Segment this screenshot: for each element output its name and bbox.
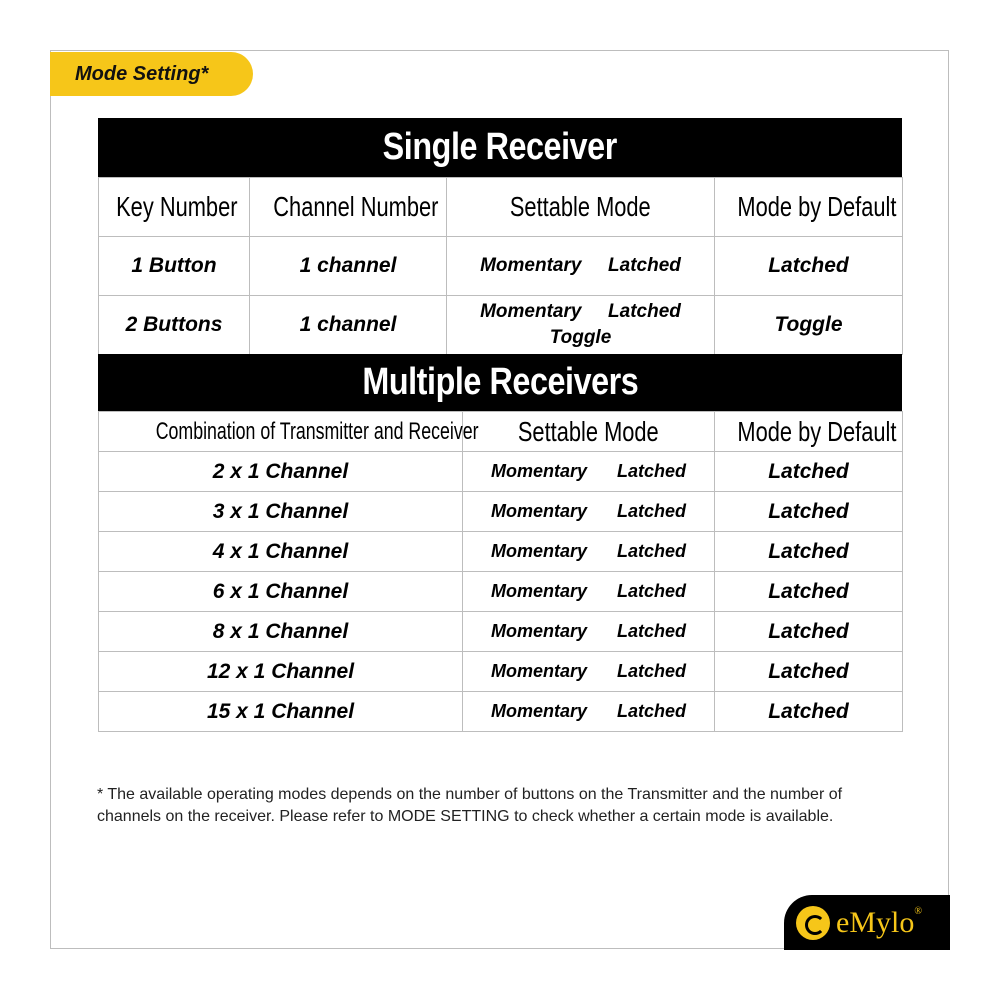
default-mode-cell: Latched (715, 237, 903, 296)
mode-setting-tag (50, 52, 253, 96)
settable-mode-cell: Momentary Latched (463, 452, 715, 492)
table-row (99, 237, 903, 296)
table-row (99, 452, 903, 492)
header-cell: Mode by Default (715, 178, 903, 237)
combination-cell: 6 x 1 Channel (99, 572, 463, 612)
settable-mode-cell: Momentary Latched Toggle (447, 296, 715, 355)
settable-mode-cell: Momentary Latched (463, 612, 715, 652)
multiple-receivers-table (98, 411, 903, 732)
combination-cell: 3 x 1 Channel (99, 492, 463, 532)
settable-mode-cell: Momentary Latched (463, 532, 715, 572)
table-row (99, 652, 903, 692)
logo-text: eMylo® (836, 905, 922, 939)
table-row (99, 572, 903, 612)
combination-cell: 15 x 1 Channel (99, 692, 463, 732)
channel-number-cell: 1 channel (250, 237, 447, 296)
mode-setting-label: Mode Setting* (75, 62, 209, 85)
single-receiver-title: Single Receiver (382, 126, 618, 168)
header-cell: Key Number (99, 178, 250, 237)
multiple-receivers-title: Multiple Receivers (362, 361, 638, 403)
multiple-receivers-banner (98, 354, 902, 411)
header-cell: Channel Number (250, 178, 447, 237)
footnote: * The available operating modes depends on the number of buttons on the Transmitter and the number of channels on the receiver. Please refer to MODE SETTING to check whether a certain mode is available. (97, 786, 843, 825)
table-row (99, 692, 903, 732)
table-row (99, 612, 903, 652)
default-mode-cell: Latched (715, 492, 903, 532)
header-cell: Settable Mode (463, 412, 715, 452)
key-number-cell: 2 Buttons (99, 296, 250, 355)
default-mode-cell: Latched (715, 692, 903, 732)
default-mode-cell: Latched (715, 532, 903, 572)
table-row (99, 532, 903, 572)
combination-cell: 8 x 1 Channel (99, 612, 463, 652)
table-row (99, 296, 903, 355)
header-cell: Mode by Default (715, 412, 903, 452)
default-mode-cell: Toggle (715, 296, 903, 355)
settable-mode-cell: Momentary Latched (463, 492, 715, 532)
emylo-logo (784, 895, 950, 950)
header-cell: Combination of Transmitter and Receiver (99, 412, 463, 452)
settable-mode-cell: Momentary Latched (463, 572, 715, 612)
settable-mode-cell: Momentary Latched (447, 237, 715, 296)
emylo-logo-icon (796, 906, 830, 940)
settable-mode-cell: Momentary Latched (463, 692, 715, 732)
multiple-header-row (99, 412, 903, 452)
channel-number-cell: 1 channel (250, 296, 447, 355)
header-cell: Settable Mode (447, 178, 715, 237)
default-mode-cell: Latched (715, 452, 903, 492)
combination-cell: 12 x 1 Channel (99, 652, 463, 692)
single-receiver-banner (98, 118, 902, 177)
default-mode-cell: Latched (715, 652, 903, 692)
combination-cell: 2 x 1 Channel (99, 452, 463, 492)
key-number-cell: 1 Button (99, 237, 250, 296)
combination-cell: 4 x 1 Channel (99, 532, 463, 572)
settable-mode-cell: Momentary Latched (463, 652, 715, 692)
table-row (99, 492, 903, 532)
default-mode-cell: Latched (715, 612, 903, 652)
default-mode-cell: Latched (715, 572, 903, 612)
single-header-row (99, 178, 903, 237)
single-receiver-table (98, 177, 903, 355)
